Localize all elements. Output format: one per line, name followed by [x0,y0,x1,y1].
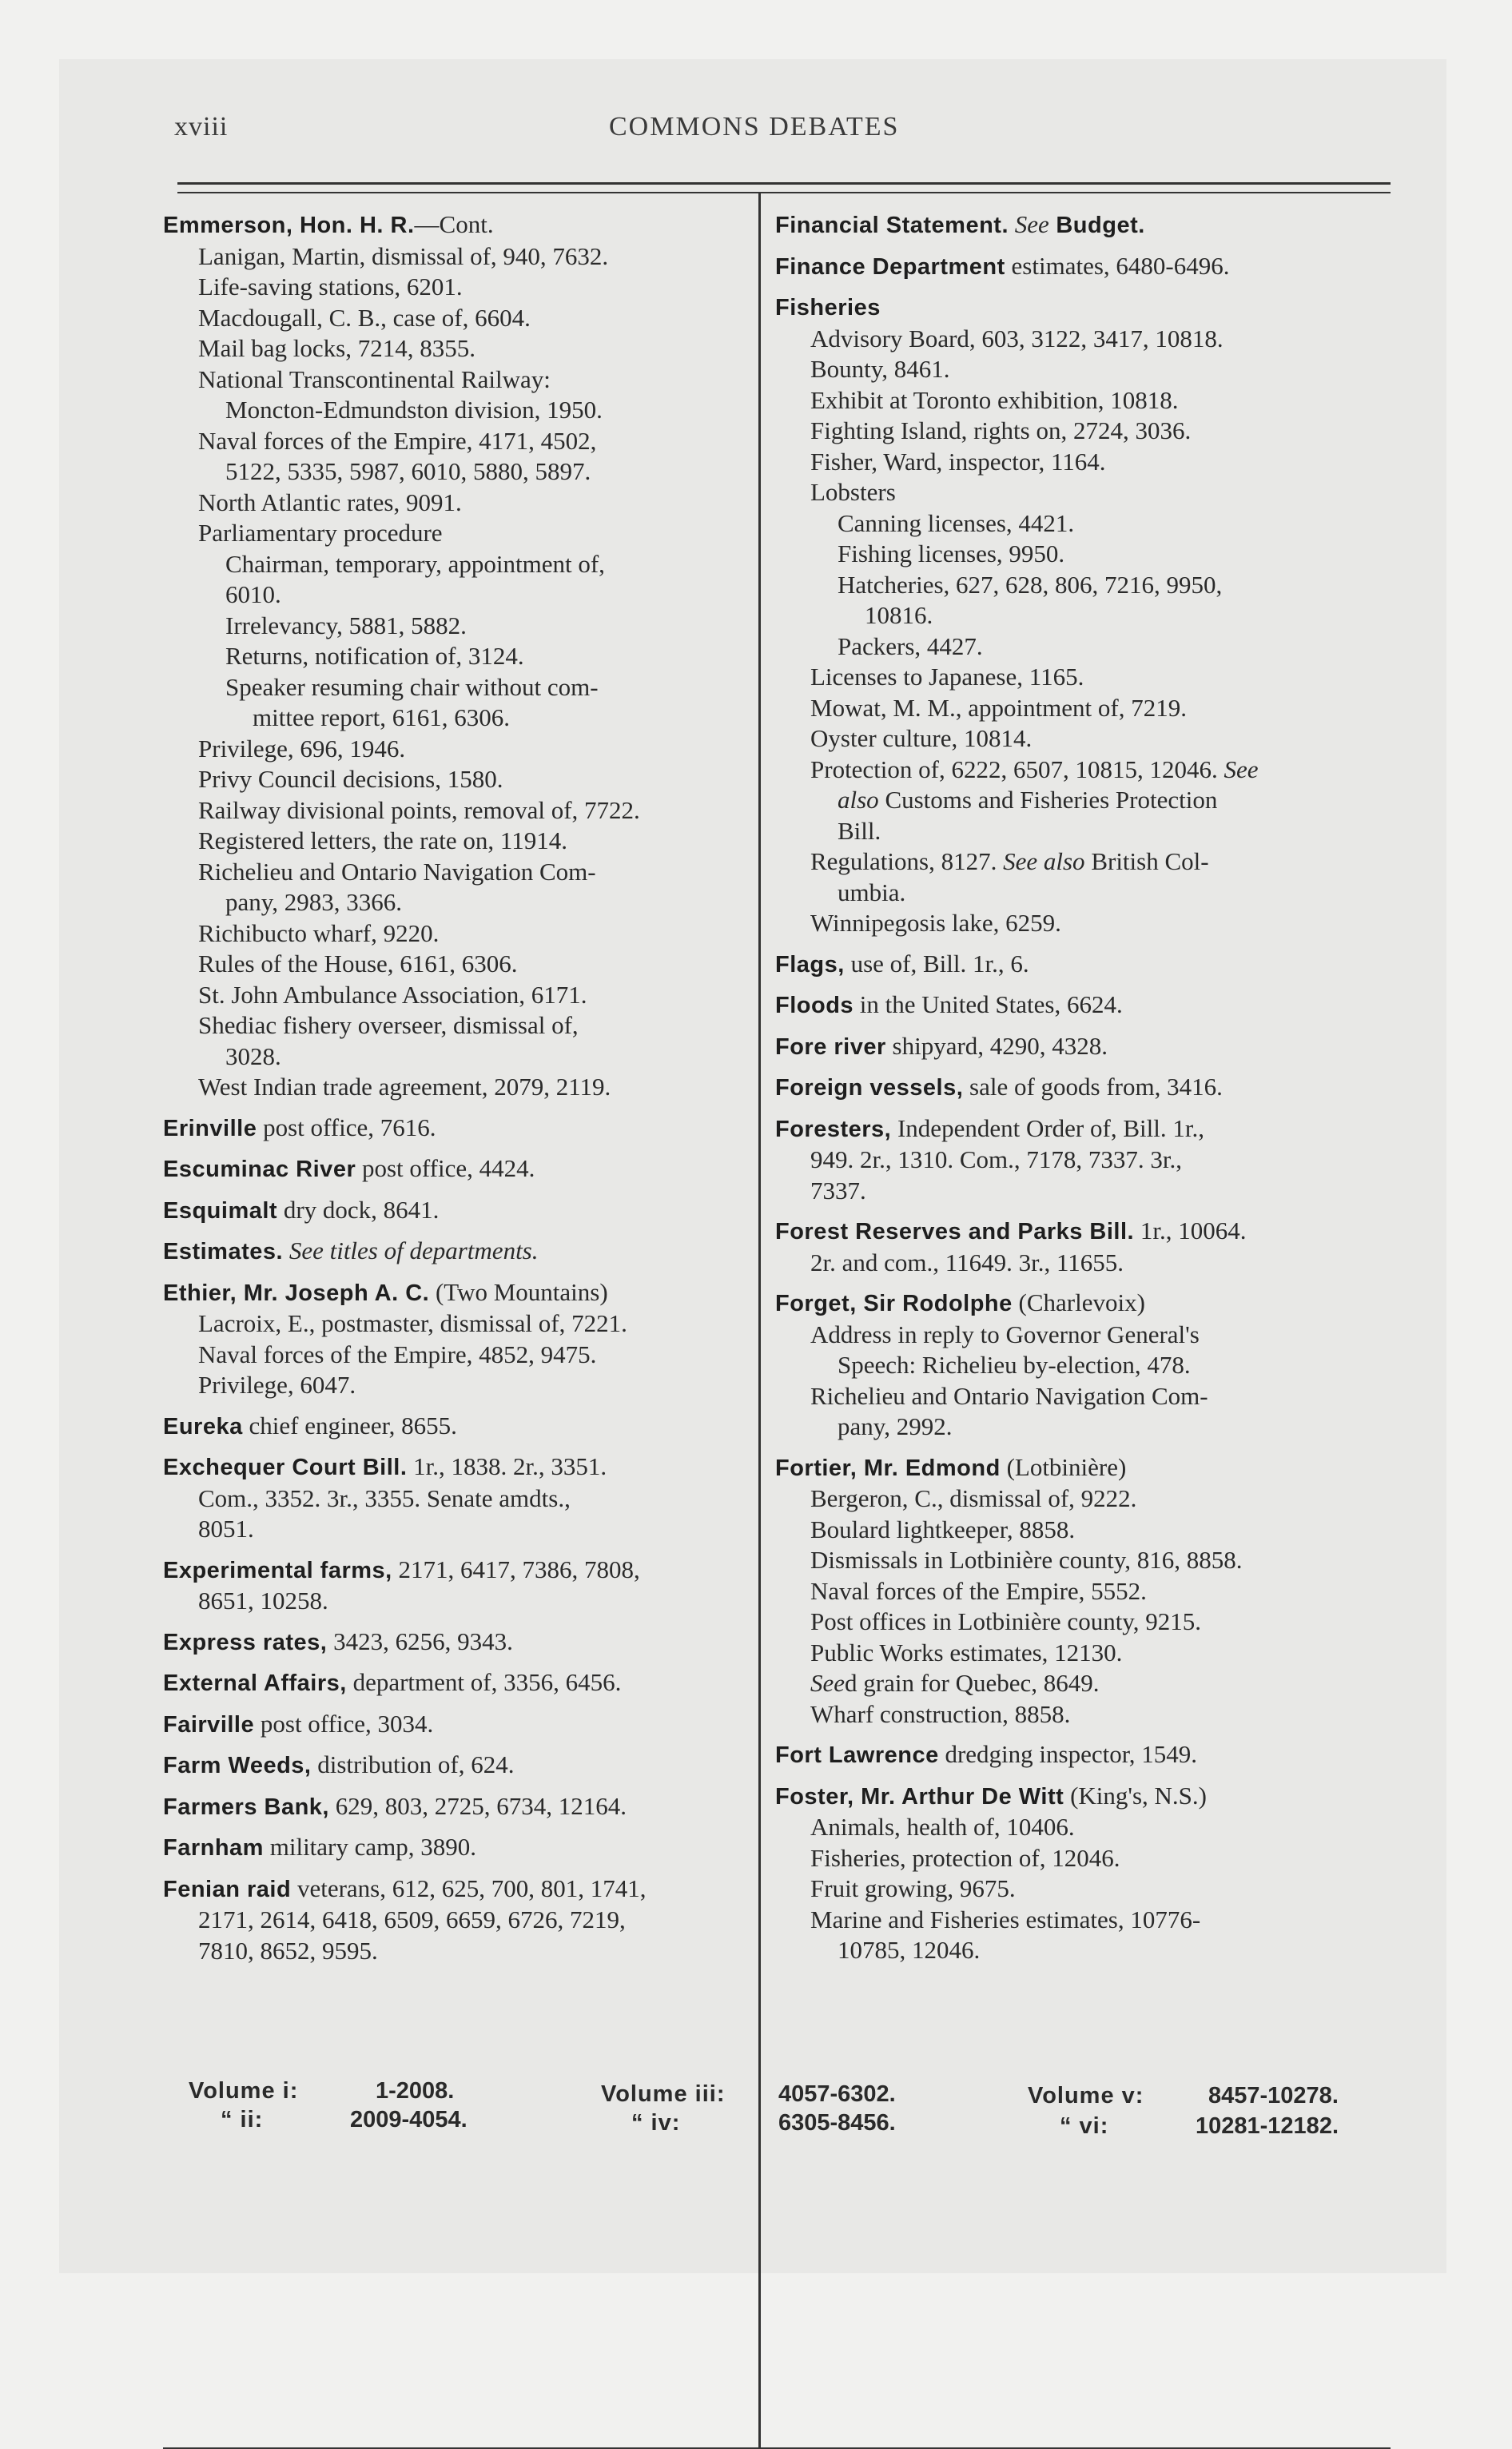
index-entry [775,1216,1391,1278]
sub-entry: Bounty, 8461. [810,355,950,383]
cross-reference-target: Budget. [1048,213,1145,238]
sub-entry: Naval forces of the Empire, 4852, 9475. [198,1340,597,1368]
sub-entry: Life-saving stations, 6201. [198,273,463,301]
entry-heading: Farnham [163,1835,264,1861]
entry-heading: Erinville [163,1115,257,1141]
sub-entry: Bill. [838,816,881,845]
index-entry [775,949,1391,981]
entry-heading: Forget, Sir Rodolphe [775,1291,1013,1316]
entry-reference: 1r., 1838. 2r., 3351. [407,1452,607,1480]
sub-entry: Rules of the House, 6161, 6306. [198,950,518,978]
volume-label: Volume v: [1028,2083,1144,2109]
page-number: xviii [174,112,229,141]
sub-entry: 949. 2r., 1310. Com., 7178, 7337. 3r., [810,1145,1183,1173]
entry-reference: military camp, 3890. [263,1833,477,1861]
sub-entry: Returns, notification of, 3124. [225,642,524,670]
entry-heading-line [775,990,1391,1021]
entry-reference: 3423, 6256, 9343. [327,1627,513,1655]
sub-entry: Com., 3352. 3r., 3355. Senate amdts., [198,1483,571,1512]
sub-entry: Bergeron, C., dismissal of, 9222. [810,1484,1137,1512]
cross-reference: See titles of departments. [283,1236,539,1264]
volume-range: 4057-6302. [778,2081,896,2107]
volume-label: Volume i: [189,2078,299,2104]
sub-entry: Fishing licenses, 9950. [838,540,1065,567]
sub-entry: Fruit growing, 9675. [810,1874,1016,1902]
running-title: COMMONS DEBATES [609,112,900,141]
sub-entry: Lanigan, Martin, dismissal of, 940, 7632. [198,241,609,270]
sub-entry: Irrelevancy, 5881, 5882. [225,611,467,639]
sub-entry: Protection of, 6222, 6507, 10815, 12046. See [810,755,1259,783]
entry-heading: Exchequer Court Bill. [163,1455,408,1480]
entry-heading-line [775,1216,1391,1248]
entry-heading: Finance Department [775,253,1005,280]
entry-reference: estimates, 6480-6496. [1005,251,1230,280]
entry-heading-line [163,1236,756,1268]
entry-heading-line [775,1113,1391,1145]
sub-entry: Fisheries, protection of, 12046. [810,1843,1120,1872]
entry-heading-line [163,1791,756,1823]
volume-label: “ vi: [1060,2113,1109,2139]
entry-heading-line [163,1627,756,1659]
cross-reference: See [1009,210,1049,238]
entry-reference: veterans, 612, 625, 700, 801, 1741, [291,1874,647,1902]
sub-entry: Fighting Island, rights on, 2724, 3036. [810,416,1192,444]
sub-entry: Privy Council decisions, 1580. [198,765,503,793]
sub-entry: Lobsters [810,478,896,506]
entry-heading: Foresters, [775,1116,892,1142]
index-entry [163,1153,756,1185]
sub-entry: Railway divisional points, removal of, 7722. [198,795,640,824]
volume-label: Volume iii: [601,2081,726,2107]
sub-entry: Privilege, 696, 1946. [198,734,406,763]
index-entry [775,1781,1391,1966]
entry-reference: sale of goods from, 3416. [963,1073,1223,1101]
entry-heading: Floods [775,993,854,1018]
index-entry [163,1791,756,1823]
sub-entry: Lacroix, E., postmaster, dismissal of, 7221. [198,1309,627,1337]
index-entry [163,1555,756,1617]
entry-reference: department of, 3356, 6456. [346,1668,622,1696]
entry-heading: Esquimalt [163,1197,278,1224]
index-entry [775,209,1391,241]
entry-heading: Financial Statement. [775,213,1009,238]
sub-entry: also Customs and Fisheries Protection [838,786,1218,814]
sub-entry: Animals, health of, 10406. [810,1813,1075,1841]
sub-entry: Mowat, M. M., appointment of, 7219. [810,693,1187,722]
index-entry [163,1113,756,1145]
entry-reference: (King's, N.S.) [1064,1781,1207,1810]
entry-heading-line [163,1709,756,1741]
header-rule-thin [177,192,1391,193]
entry-heading: Fenian raid [163,1876,292,1902]
entry-reference: chief engineer, 8655. [242,1411,457,1440]
volume-range: 1-2008. [376,2078,455,2104]
entry-reference: 1r., 10064. [1134,1217,1247,1244]
entry-heading-line [163,1411,756,1443]
sub-entry: Canning licenses, 4421. [838,508,1075,537]
entry-reference: in the United States, 6624. [853,990,1123,1018]
entry-heading-line [775,292,1391,324]
sub-entry: Public Works estimates, 12130. [810,1638,1123,1667]
entry-heading: Emmerson, Hon. H. R. [163,213,415,238]
entry-heading: Fisheries [775,295,881,321]
entry-heading: Estimates. [163,1239,284,1264]
sub-entry: Mail bag locks, 7214, 8355. [198,334,475,362]
sub-entry: Boulard lightkeeper, 8858. [810,1515,1076,1543]
entry-heading-line [775,1781,1391,1813]
sub-entry: Macdougall, C. B., case of, 6604. [198,303,531,332]
entry-heading: Escuminac River [163,1157,356,1182]
sub-entry: 5122, 5335, 5987, 6010, 5880, 5897. [225,457,591,485]
sub-entry: Richibucto wharf, 9220. [198,918,440,947]
sub-entry: pany, 2992. [838,1412,953,1440]
index-entry [775,1739,1391,1771]
sub-entry: National Transcontinental Railway: [198,364,551,393]
sub-entry: Dismissals in Lotbinière county, 816, 8858. [810,1546,1243,1574]
entry-reference: dry dock, 8641. [277,1195,440,1224]
sub-entry: Registered letters, the rate on, 11914. [198,826,567,854]
sub-entry: Richelieu and Ontario Navigation Com- [198,857,596,886]
index-entry [163,209,756,1103]
left-column [163,209,756,1976]
sub-entry: Seed grain for Quebec, 8649. [810,1669,1100,1697]
index-entry [775,1288,1391,1443]
entry-heading: Eureka [163,1413,243,1440]
entry-reference: 2171, 6417, 7386, 7808, [392,1555,640,1583]
sub-entry: Parliamentary procedure [198,519,443,547]
entry-reference: 629, 803, 2725, 6734, 12164. [329,1791,627,1820]
sub-entry: Exhibit at Toronto exhibition, 10818. [810,385,1179,414]
sub-entry: Speaker resuming chair without com- [225,672,599,701]
sub-entry: West Indian trade agreement, 2079, 2119. [198,1073,611,1101]
sub-entry: Naval forces of the Empire, 5552. [810,1576,1147,1605]
entry-heading-line [163,1195,756,1227]
entry-heading-line [163,1555,756,1587]
sub-entry: Post offices in Lotbinière county, 9215. [810,1607,1202,1635]
index-entry [775,990,1391,1021]
entry-heading: Foreign vessels, [775,1075,964,1101]
sub-entry: Moncton-Edmundston division, 1950. [225,396,603,424]
entry-heading-line [775,1072,1391,1104]
entry-reference: Independent Order of, Bill. 1r., [891,1113,1204,1142]
sub-entry: umbia. [838,878,906,906]
sub-entry: 2r. and com., 11649. 3r., 11655. [810,1248,1124,1276]
index-entry [163,1236,756,1268]
sub-entry: Packers, 4427. [838,631,983,660]
right-column [775,209,1391,1976]
entry-heading-line [163,209,756,241]
entry-reference: use of, Bill. 1r., 6. [844,949,1029,978]
index-entry [163,1709,756,1741]
sub-entry: Licenses to Japanese, 1165. [810,663,1084,691]
entry-reference: post office, 3034. [254,1709,434,1738]
entry-heading: Fortier, Mr. Edmond [775,1455,1001,1481]
sub-entry: Regulations, 8127. See also British Col- [810,847,1209,875]
entry-reference: dredging inspector, 1549. [938,1740,1198,1768]
index-entry [775,1452,1391,1730]
sub-entry: 8651, 10258. [198,1587,328,1615]
sub-entry: Naval forces of the Empire, 4171, 4502, [198,426,597,455]
entry-heading-line [775,949,1391,981]
entry-heading-line [163,1153,756,1185]
sub-entry: mittee report, 6161, 6306. [253,703,510,731]
index-entry [163,1627,756,1659]
index-entry [775,1072,1391,1104]
entry-heading-line [163,1451,756,1483]
sub-entry: Fisher, Ward, inspector, 1164. [810,447,1106,476]
volume-label: “ iv: [631,2110,681,2136]
entry-heading-line [775,1031,1391,1063]
index-entry [163,1750,756,1782]
entry-heading-line [775,1452,1391,1484]
index-entry [163,1277,756,1401]
sub-entry: 2171, 2614, 6418, 6509, 6659, 6726, 7219, [198,1905,626,1933]
index-entry [163,1411,756,1443]
entry-reference: (Lotbinière) [1000,1452,1127,1481]
sub-entry: Oyster culture, 10814. [810,724,1033,752]
sub-entry: Marine and Fisheries estimates, 10776- [810,1905,1201,1933]
index-entry [775,251,1391,283]
sub-entry: Richelieu and Ontario Navigation Com- [810,1381,1208,1410]
sub-entry: Winnipegosis lake, 6259. [810,909,1061,937]
sub-entry: 7337. [810,1176,866,1205]
entry-reference: shipyard, 4290, 4328. [885,1031,1108,1060]
entry-reference: —Cont. [414,210,494,238]
entry-heading: Farmers Bank, [163,1794,329,1820]
entry-heading-line [775,1739,1391,1771]
volume-range: 10281-12182. [1196,2113,1339,2139]
volume-range: 8457-10278. [1208,2083,1339,2109]
sub-entry: North Atlantic rates, 9091. [198,488,462,516]
entry-heading: Farm Weeds, [163,1753,312,1778]
index-entry [775,1113,1391,1207]
entry-heading-line [163,1277,756,1309]
sub-entry: 6010. [225,580,281,608]
entry-heading-line [163,1874,756,1905]
entry-heading-line [775,251,1391,283]
entry-heading: External Affairs, [163,1670,347,1696]
sub-entry: 10785, 12046. [838,1936,981,1964]
volume-range: 6305-8456. [778,2110,896,2136]
header-rule [177,182,1391,185]
sub-entry: Chairman, temporary, appointment of, [225,549,605,578]
entry-reference: post office, 4424. [356,1154,535,1182]
entry-reference: post office, 7616. [257,1113,436,1141]
index-entry [163,1832,756,1864]
sub-entry: 10816. [865,601,933,629]
sub-entry: Shediac fishery overseer, dismissal of, [198,1011,579,1039]
index-entry [775,292,1391,939]
entry-heading-line [163,1667,756,1699]
entry-reference: (Charlevoix) [1012,1288,1145,1316]
index-entry [163,1451,756,1545]
sub-entry: St. John Ambulance Association, 6171. [198,980,587,1009]
sub-entry: Hatcheries, 627, 628, 806, 7216, 9950, [838,570,1223,599]
volume-range: 2009-4054. [350,2107,468,2132]
index-entry [163,1874,756,1967]
sub-entry: Address in reply to Governor General's [810,1320,1200,1348]
entry-heading: Fort Lawrence [775,1742,939,1768]
sub-entry: pany, 2983, 3366. [225,888,402,916]
entry-heading: Fairville [163,1711,255,1738]
entry-reference: (Two Mountains) [429,1277,608,1306]
entry-heading-line [775,1288,1391,1320]
entry-heading: Experimental farms, [163,1557,392,1583]
entry-heading: Ethier, Mr. Joseph A. C. [163,1280,430,1306]
entry-heading-line [163,1113,756,1145]
index-entry [775,1031,1391,1063]
entry-heading-line [775,209,1391,241]
sub-entry: 8051. [198,1515,254,1543]
index-entry [163,1195,756,1227]
entry-reference: distribution of, 624. [311,1750,515,1778]
sub-entry: Advisory Board, 603, 3122, 3417, 10818. [810,324,1224,352]
entry-heading-line [163,1750,756,1782]
index-entry [163,1667,756,1699]
entry-heading: Foster, Mr. Arthur De Witt [775,1783,1064,1810]
sub-entry: Speech: Richelieu by-election, 478. [838,1351,1191,1379]
entry-heading-line [163,1832,756,1864]
sub-entry: 7810, 8652, 9595. [198,1936,378,1965]
sub-entry: Privilege, 6047. [198,1371,356,1399]
sub-entry: 3028. [225,1041,281,1070]
column-divider [758,192,761,2447]
sub-entry: Wharf construction, 8858. [810,1699,1071,1728]
entry-heading: Forest Reserves and Parks Bill. [775,1219,1135,1244]
entry-heading: Flags, [775,951,845,978]
volume-label: “ ii: [221,2107,264,2132]
entry-heading: Fore river [775,1033,886,1060]
entry-heading: Express rates, [163,1629,328,1655]
